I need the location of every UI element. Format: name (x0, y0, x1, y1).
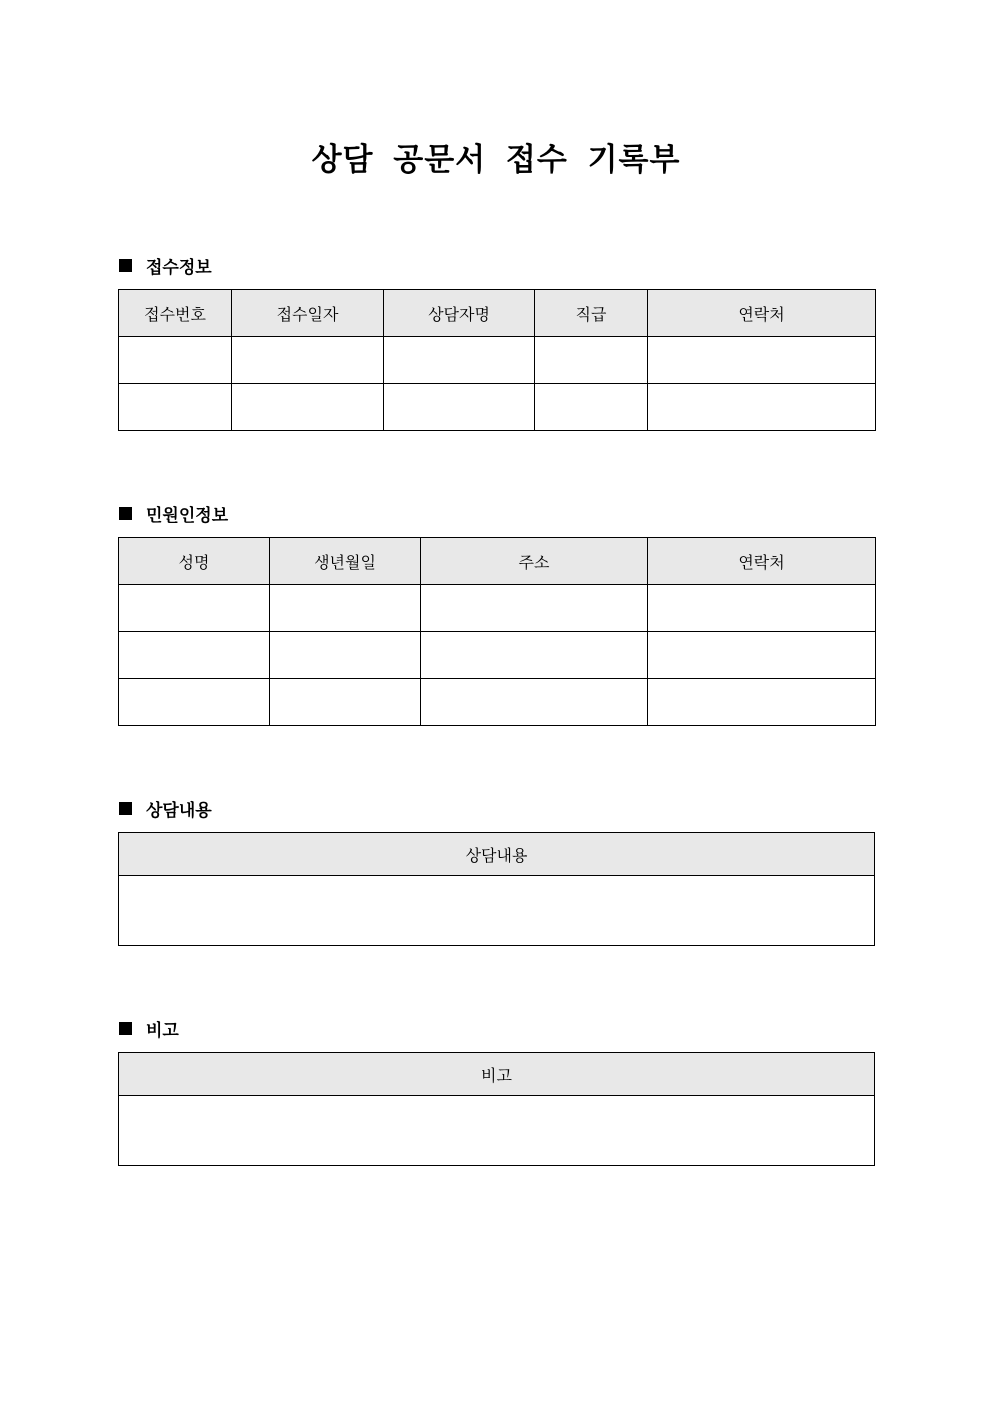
table-cell[interactable] (648, 679, 876, 726)
table-cell[interactable] (384, 337, 535, 384)
table-row (119, 384, 876, 431)
table-row (119, 679, 876, 726)
section-heading-consultation (119, 796, 212, 820)
table-cell[interactable] (535, 337, 648, 384)
table-row (119, 876, 875, 946)
table-cell[interactable] (119, 337, 232, 384)
square-bullet-icon (119, 802, 132, 815)
square-bullet-icon (119, 507, 132, 520)
table-row (119, 585, 876, 632)
header-cell-counselor-name: 상담자명 (384, 290, 535, 337)
table-cell[interactable] (421, 585, 648, 632)
table-cell[interactable] (119, 384, 232, 431)
table-cell[interactable] (421, 632, 648, 679)
table-row (119, 1096, 875, 1166)
header-cell-reception-date: 접수일자 (232, 290, 384, 337)
consultation-content-cell[interactable] (119, 876, 875, 946)
section-heading-label: 접수정보 (146, 257, 212, 278)
table-cell[interactable] (119, 585, 270, 632)
section-heading-remarks (119, 1016, 179, 1040)
table-cell[interactable] (119, 679, 270, 726)
section-heading-label: 비고 (146, 1020, 179, 1041)
header-cell-consultation: 상담내용 (119, 833, 875, 876)
table-cell[interactable] (119, 632, 270, 679)
square-bullet-icon (119, 1022, 132, 1035)
document-title: 상담 공문서 접수 기록부 (311, 142, 681, 178)
remarks-content-cell[interactable] (119, 1096, 875, 1166)
header-cell-contact: 연락처 (648, 290, 876, 337)
reception-table (118, 289, 876, 431)
table-row (119, 632, 876, 679)
table-cell[interactable] (648, 384, 876, 431)
table-cell[interactable] (384, 384, 535, 431)
header-cell-contact: 연락처 (648, 538, 876, 585)
table-cell[interactable] (648, 585, 876, 632)
section-heading-petitioner (119, 501, 228, 525)
section-heading-reception (119, 253, 212, 277)
square-bullet-icon (119, 259, 132, 272)
table-header-row (119, 1053, 875, 1096)
section-heading-label: 상담내용 (146, 800, 212, 821)
header-cell-name: 성명 (119, 538, 270, 585)
table-header-row (119, 833, 875, 876)
table-cell[interactable] (232, 384, 384, 431)
header-cell-reception-number: 접수번호 (119, 290, 232, 337)
table-cell[interactable] (648, 337, 876, 384)
table-cell[interactable] (232, 337, 384, 384)
header-cell-address: 주소 (421, 538, 648, 585)
table-cell[interactable] (270, 679, 421, 726)
table-cell[interactable] (270, 585, 421, 632)
table-row (119, 337, 876, 384)
header-cell-remarks: 비고 (119, 1053, 875, 1096)
table-header-row (119, 538, 876, 585)
table-cell[interactable] (535, 384, 648, 431)
petitioner-table (118, 537, 876, 726)
remarks-table (118, 1052, 875, 1166)
consultation-table (118, 832, 875, 946)
table-header-row (119, 290, 876, 337)
table-cell[interactable] (421, 679, 648, 726)
header-cell-position: 직급 (535, 290, 648, 337)
header-cell-birthdate: 생년월일 (270, 538, 421, 585)
table-cell[interactable] (648, 632, 876, 679)
table-cell[interactable] (270, 632, 421, 679)
section-heading-label: 민원인정보 (146, 505, 229, 526)
